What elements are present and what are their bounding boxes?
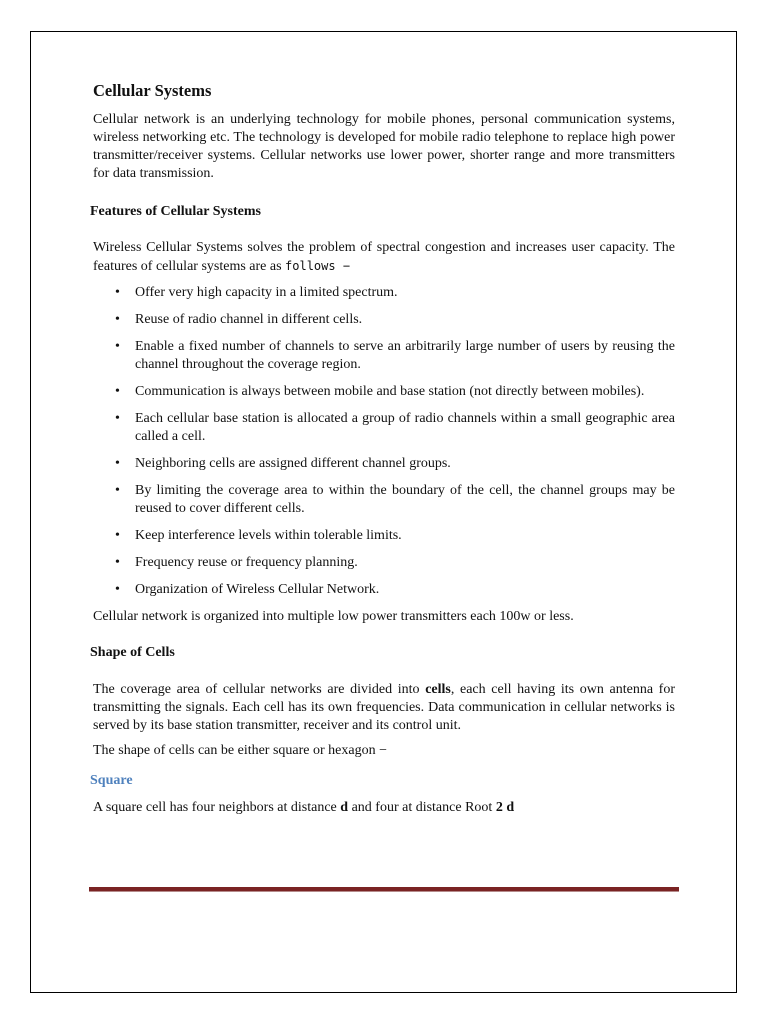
square-heading: Square xyxy=(90,773,133,788)
list-item xyxy=(93,455,675,473)
bullet-icon: • xyxy=(115,456,120,471)
list-item xyxy=(93,311,675,329)
list-item xyxy=(93,410,675,446)
shape-options-line: The shape of cells can be either square or hexagon − xyxy=(93,743,387,758)
shape-text-start: The coverage area of cellular networks are divided into xyxy=(93,682,420,697)
square-text-start: A square cell has four neighbors at distance xyxy=(93,800,337,815)
list-item xyxy=(93,338,675,374)
bullet-icon: • xyxy=(115,339,120,354)
features-intro-text: Wireless Cellular Systems solves the problem of spectral congestion and increases user capacity. The features of cellular systems are as xyxy=(93,240,675,274)
document-body xyxy=(90,80,675,817)
footer-divider xyxy=(89,887,679,892)
intro-paragraph: Cellular network is an underlying technology for mobile phones, personal communication systems, wireless networking etc. The technology is developed for mobile radio telephone to replace high power transmitter/receiver systems. Cellular networks use lower power, shorter range and more transmitters for data transmission. xyxy=(93,112,675,181)
distance-root-2d: 2 d xyxy=(495,800,515,815)
network-note-paragraph: Cellular network is organized into multiple low power transmitters each 100w or less. xyxy=(93,609,574,624)
list-item xyxy=(93,482,675,518)
document-title: Cellular Systems xyxy=(93,81,212,100)
list-item-text: Neighboring cells are assigned different channel groups. xyxy=(135,456,451,471)
bullet-icon: • xyxy=(115,582,120,597)
list-item xyxy=(93,284,675,302)
cells-term: cells xyxy=(425,682,451,697)
bullet-icon: • xyxy=(115,555,120,570)
list-item-text: Enable a fixed number of channels to serve an arbitrarily large number of users by reusing the channel throughout the coverage region. xyxy=(135,339,675,372)
list-item-text: Frequency reuse or frequency planning. xyxy=(135,555,358,570)
features-heading: Features of Cellular Systems xyxy=(90,204,261,219)
list-item-text: By limiting the coverage area to within the boundary of the cell, the channel groups may be reused to cover different cells. xyxy=(135,483,675,516)
list-item xyxy=(93,383,675,401)
bullet-icon: • xyxy=(115,384,120,399)
distance-d: d xyxy=(340,800,349,815)
features-list xyxy=(93,284,675,599)
bullet-icon: • xyxy=(115,483,120,498)
bullet-icon: • xyxy=(115,312,120,327)
features-intro-follows: follows − xyxy=(285,259,351,273)
list-item xyxy=(93,581,675,599)
list-item-text: Offer very high capacity in a limited spectrum. xyxy=(135,285,398,300)
bullet-icon: • xyxy=(115,411,120,426)
list-item-text: Reuse of radio channel in different cells. xyxy=(135,312,363,327)
list-item-text: Organization of Wireless Cellular Network. xyxy=(135,582,380,597)
shape-text-end: , each cell having its own antenna for transmitting the signals. Each cell has its own frequencies. Data communication in cellular networks is served by its base station transmitter, receiver and its control unit. xyxy=(93,682,675,733)
features-intro-paragraph xyxy=(93,239,675,276)
shape-heading: Shape of Cells xyxy=(90,645,175,660)
list-item-text: Each cellular base station is allocated a group of radio channels within a small geographic area called a cell. xyxy=(135,411,675,444)
list-item xyxy=(93,554,675,572)
square-paragraph xyxy=(93,799,675,817)
shape-paragraph xyxy=(93,681,675,735)
bullet-icon: • xyxy=(115,285,120,300)
bullet-icon: • xyxy=(115,528,120,543)
list-item-text: Communication is always between mobile and base station (not directly between mobiles). xyxy=(135,384,645,399)
square-text-middle: and four at distance Root xyxy=(351,800,493,815)
list-item-text: Keep interference levels within tolerable limits. xyxy=(135,528,402,543)
list-item xyxy=(93,527,675,545)
